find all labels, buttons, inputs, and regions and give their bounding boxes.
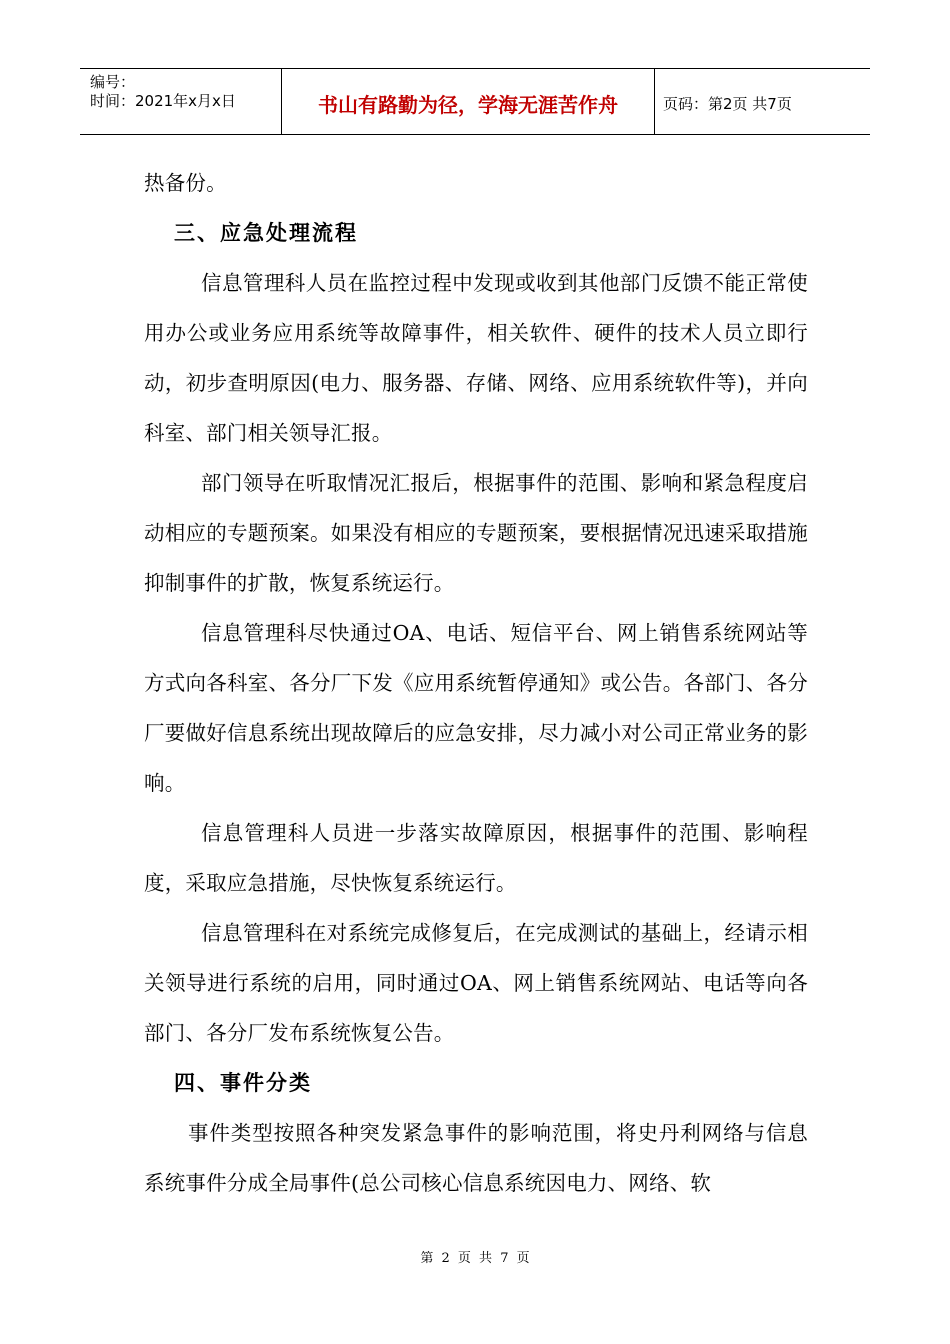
paragraph-3: 信息管理科尽快通过OA、电话、短信平台、网上销售系统网站等方式向各科室、各分厂下发《应用系统暂停通知》或公告。各部门、各分厂要做好信息系统出现故障后的应急安排，尽力减小对公司正常业务的影响。: [144, 621, 808, 795]
header-meta: [80, 69, 282, 134]
document-body: [144, 158, 808, 1208]
document-header: [80, 68, 870, 135]
time-label: 时间：2021年x月x日: [90, 92, 236, 110]
section-heading-4: 四、事件分类: [174, 1070, 312, 1095]
paragraph-6: 事件类型按照各种突发紧急事件的影响范围，将史丹利网络与信息系统事件分成全局事件(总公司核心信息系统因电力、网络、软: [144, 1121, 808, 1195]
paragraph-5: 信息管理科在对系统完成修复后，在完成测试的基础上，经请示相关领导进行系统的启用，同时通过OA、网上销售系统网站、电话等向各部门、各分厂发布系统恢复公告。: [144, 921, 808, 1045]
header-motto: 书山有路勤为径，学海无涯苦作舟: [282, 69, 655, 134]
paragraph-continued: 热备份。: [144, 171, 227, 195]
paragraph-1: 信息管理科人员在监控过程中发现或收到其他部门反馈不能正常使用办公或业务应用系统等故障事件，相关软件、硬件的技术人员立即行动，初步查明原因(电力、服务器、存储、网络、应用系统软件等)，并向科室、部门相关领导汇报。: [144, 271, 808, 445]
paragraph-2: 部门领导在听取情况汇报后，根据事件的范围、影响和紧急程度启动相应的专题预案。如果没有相应的专题预案，要根据情况迅速采取措施抑制事件的扩散，恢复系统运行。: [144, 471, 808, 595]
paragraph-4: 信息管理科人员进一步落实故障原因，根据事件的范围、影响程度，采取应急措施，尽快恢复系统运行。: [144, 821, 808, 895]
header-page-info: 页码：第2页 共7页: [663, 95, 792, 113]
serial-label: 编号：: [90, 73, 136, 91]
page-footer: 第 2 页 共 7 页: [420, 1251, 530, 1266]
section-heading-3: 三、应急处理流程: [174, 220, 358, 245]
